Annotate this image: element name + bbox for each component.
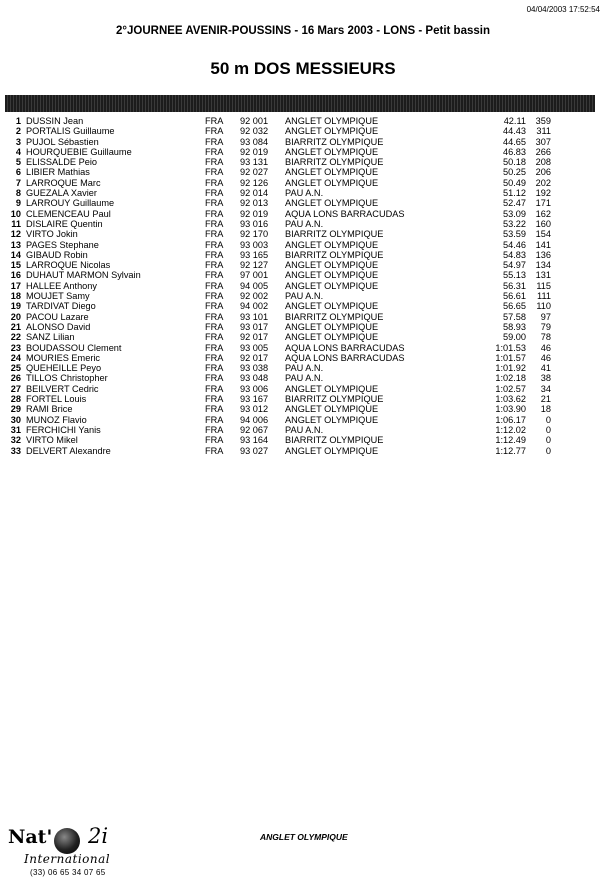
result-name: BEILVERT Cedric <box>26 383 99 394</box>
table-row <box>0 312 606 322</box>
result-name: PUJOL Sébastien <box>26 136 99 147</box>
result-rank: 6 <box>15 167 21 178</box>
result-club: ANGLET OLYMPIQUE <box>285 198 379 209</box>
result-club: ANGLET OLYMPIQUE <box>285 280 379 291</box>
result-time: 55.13 <box>503 270 526 281</box>
result-points: 134 <box>535 260 551 271</box>
result-nationality: FRA <box>205 116 224 126</box>
result-licence: 93 003 <box>240 239 269 250</box>
table-row <box>0 126 606 136</box>
result-name: ELISSALDE Peio <box>26 157 97 168</box>
table-row <box>0 219 606 229</box>
result-time: 56.31 <box>503 280 526 291</box>
result-name: ALONSO David <box>26 321 91 332</box>
result-licence: 92 013 <box>240 198 269 209</box>
result-licence: 93 167 <box>240 394 269 405</box>
result-club: ANGLET OLYMPIQUE <box>285 167 379 178</box>
result-rank: 21 <box>10 321 21 332</box>
result-rank: 29 <box>10 404 21 415</box>
result-name: VIRTO Mikel <box>26 435 78 446</box>
result-time: 1:03.90 <box>495 404 526 415</box>
result-club: PAU A.N. <box>285 424 324 435</box>
logo-subtitle: International <box>24 852 111 866</box>
logo-word-2i: 2i <box>88 824 109 848</box>
result-club: PAU A.N. <box>285 363 324 374</box>
result-points: 307 <box>535 136 551 147</box>
result-time: 46.83 <box>503 146 526 157</box>
result-club: BIARRITZ OLYMPIQUE <box>285 229 384 240</box>
result-licence: 92 032 <box>240 126 269 137</box>
swimmer-ball-icon <box>54 828 80 854</box>
table-row <box>0 270 606 280</box>
result-club: AQUA LONS BARRACUDAS <box>285 208 405 219</box>
result-nationality: FRA <box>205 414 224 425</box>
result-licence: 93 012 <box>240 404 269 415</box>
result-nationality: FRA <box>205 157 224 168</box>
table-row <box>0 446 606 456</box>
result-points: 46 <box>540 342 551 353</box>
table-row <box>0 425 606 435</box>
table-row <box>0 137 606 147</box>
result-name: GIBAUD Robin <box>26 249 88 260</box>
print-timestamp: 04/04/2003 17:52:54 <box>526 5 600 14</box>
result-rank: 30 <box>10 414 21 425</box>
result-licence: 93 165 <box>240 249 269 260</box>
logo-word-nat: Nat' <box>8 826 53 848</box>
result-time: 50.18 <box>503 157 526 168</box>
result-licence: 92 067 <box>240 424 269 435</box>
result-nationality: FRA <box>205 445 224 456</box>
result-licence: 92 014 <box>240 188 269 199</box>
result-points: 18 <box>540 404 551 415</box>
event-title: 50 m DOS MESSIEURS <box>210 59 396 78</box>
result-time: 42.11 <box>503 116 526 126</box>
result-points: 41 <box>540 363 551 374</box>
result-rank: 33 <box>10 445 21 456</box>
result-rank: 2 <box>15 126 21 137</box>
result-name: LIBIER Mathias <box>26 167 90 178</box>
result-name: LARROUY Guillaume <box>26 198 115 209</box>
result-time: 44.43 <box>503 126 526 137</box>
result-licence: 92 002 <box>240 291 269 302</box>
result-licence: 93 048 <box>240 373 269 384</box>
result-rank: 10 <box>10 208 21 219</box>
result-time: 51.12 <box>503 188 526 199</box>
result-nationality: FRA <box>205 280 224 291</box>
result-time: 1:12.77 <box>495 445 526 456</box>
result-rank: 23 <box>10 342 21 353</box>
result-time: 1:01.53 <box>495 342 526 353</box>
result-licence: 93 038 <box>240 363 269 374</box>
result-time: 57.58 <box>503 311 526 322</box>
result-nationality: FRA <box>205 208 224 219</box>
result-nationality: FRA <box>205 239 224 250</box>
result-time: 56.61 <box>503 291 526 302</box>
result-time: 44.65 <box>503 136 526 147</box>
table-row <box>0 188 606 198</box>
table-row <box>0 240 606 250</box>
table-row <box>0 260 606 270</box>
result-nationality: FRA <box>205 424 224 435</box>
result-time: 1:02.57 <box>495 383 526 394</box>
result-time: 1:02.18 <box>495 373 526 384</box>
result-name: VIRTO Jokin <box>26 229 78 240</box>
result-club: BIARRITZ OLYMPIQUE <box>285 435 384 446</box>
result-rank: 24 <box>10 352 21 363</box>
result-club: ANGLET OLYMPIQUE <box>285 177 379 188</box>
result-rank: 3 <box>15 136 21 147</box>
result-name: CLEMENCEAU Paul <box>26 208 111 219</box>
result-name: TILLOS Christopher <box>26 373 108 384</box>
result-licence: 94 005 <box>240 280 269 291</box>
table-row <box>0 435 606 445</box>
result-nationality: FRA <box>205 198 224 209</box>
result-points: 34 <box>540 383 551 394</box>
table-row <box>0 322 606 332</box>
result-club: BIARRITZ OLYMPIQUE <box>285 249 384 260</box>
result-name: DUHAUT MARMON Sylvain <box>26 270 141 281</box>
result-rank: 12 <box>10 229 21 240</box>
result-rank: 5 <box>15 157 21 168</box>
result-nationality: FRA <box>205 342 224 353</box>
result-name: MOUJET Samy <box>26 291 90 302</box>
result-club: PAU A.N. <box>285 188 324 199</box>
result-name: PAGES Stephane <box>26 239 99 250</box>
result-club: ANGLET OLYMPIQUE <box>285 126 379 137</box>
result-rank: 17 <box>10 280 21 291</box>
result-club: ANGLET OLYMPIQUE <box>285 239 379 250</box>
result-licence: 93 084 <box>240 136 269 147</box>
result-points: 131 <box>535 270 551 281</box>
result-nationality: FRA <box>205 332 224 343</box>
table-row <box>0 209 606 219</box>
results-table <box>0 116 606 456</box>
result-time: 54.46 <box>503 239 526 250</box>
result-time: 50.49 <box>503 177 526 188</box>
result-club: ANGLET OLYMPIQUE <box>285 260 379 271</box>
result-nationality: FRA <box>205 260 224 271</box>
result-rank: 7 <box>15 177 21 188</box>
result-points: 160 <box>535 218 551 229</box>
result-club: AQUA LONS BARRACUDAS <box>285 352 405 363</box>
result-points: 46 <box>540 352 551 363</box>
result-licence: 93 131 <box>240 157 269 168</box>
result-nationality: FRA <box>205 177 224 188</box>
result-rank: 14 <box>10 249 21 260</box>
result-club: AQUA LONS BARRACUDAS <box>285 342 405 353</box>
result-points: 79 <box>540 321 551 332</box>
result-nationality: FRA <box>205 311 224 322</box>
result-points: 21 <box>540 394 551 405</box>
result-time: 56.65 <box>503 301 526 312</box>
meet-title: 2°JOURNEE AVENIR-POUSSINS - 16 Mars 2003 - LONS - Petit bassin <box>116 25 490 37</box>
result-name: QUEHEILLE Peyo <box>26 363 102 374</box>
result-name: HALLEE Anthony <box>26 280 97 291</box>
result-club: ANGLET OLYMPIQUE <box>285 414 379 425</box>
result-points: 208 <box>535 157 551 168</box>
result-name: RAMI Brice <box>26 404 73 415</box>
result-club: BIARRITZ OLYMPIQUE <box>285 311 384 322</box>
result-name: DUSSIN Jean <box>26 116 84 126</box>
result-licence: 92 017 <box>240 352 269 363</box>
result-rank: 19 <box>10 301 21 312</box>
result-nationality: FRA <box>205 146 224 157</box>
result-nationality: FRA <box>205 301 224 312</box>
result-name: TARDIVAT Diego <box>26 301 96 312</box>
result-nationality: FRA <box>205 373 224 384</box>
result-licence: 92 019 <box>240 208 269 219</box>
result-time: 58.93 <box>503 321 526 332</box>
result-points: 311 <box>536 126 551 137</box>
result-nationality: FRA <box>205 167 224 178</box>
result-nationality: FRA <box>205 249 224 260</box>
result-licence: 93 005 <box>240 342 269 353</box>
result-nationality: FRA <box>205 394 224 405</box>
table-row <box>0 394 606 404</box>
result-points: 110 <box>536 301 551 312</box>
result-time: 54.83 <box>503 249 526 260</box>
result-time: 1:03.62 <box>495 394 526 405</box>
result-name: MUNOZ Flavio <box>26 414 87 425</box>
nat2i-logo <box>8 822 130 882</box>
table-row <box>0 363 606 373</box>
result-nationality: FRA <box>205 188 224 199</box>
result-rank: 22 <box>10 332 21 343</box>
result-rank: 27 <box>10 383 21 394</box>
result-points: 0 <box>545 414 551 425</box>
result-time: 1:12.49 <box>495 435 526 446</box>
result-rank: 8 <box>15 188 21 199</box>
result-name: FERCHICHI Yanis <box>26 424 101 435</box>
result-name: SANZ Lilian <box>26 332 75 343</box>
result-rank: 28 <box>10 394 21 405</box>
result-points: 154 <box>535 229 551 240</box>
table-row <box>0 332 606 342</box>
result-rank: 9 <box>15 198 21 209</box>
table-header-band <box>5 95 595 112</box>
result-club: ANGLET OLYMPIQUE <box>285 116 379 126</box>
result-licence: 93 027 <box>240 445 269 456</box>
result-nationality: FRA <box>205 321 224 332</box>
result-time: 1:01.92 <box>495 363 526 374</box>
result-licence: 94 006 <box>240 414 269 425</box>
result-points: 136 <box>535 249 551 260</box>
result-name: MOURIES Emeric <box>26 352 101 363</box>
result-rank: 18 <box>10 291 21 302</box>
result-points: 202 <box>535 177 551 188</box>
result-nationality: FRA <box>205 218 224 229</box>
result-name: FORTEL Louis <box>26 394 87 405</box>
result-time: 54.97 <box>503 260 526 271</box>
result-nationality: FRA <box>205 126 224 137</box>
table-row <box>0 353 606 363</box>
result-points: 162 <box>535 208 551 219</box>
result-licence: 93 016 <box>240 218 269 229</box>
result-name: PORTALIS Guillaume <box>26 126 115 137</box>
result-licence: 92 126 <box>240 177 269 188</box>
table-row <box>0 167 606 177</box>
result-nationality: FRA <box>205 404 224 415</box>
result-rank: 26 <box>10 373 21 384</box>
result-points: 97 <box>540 311 551 322</box>
result-club: BIARRITZ OLYMPIQUE <box>285 136 384 147</box>
table-row <box>0 343 606 353</box>
result-licence: 93 017 <box>240 321 269 332</box>
result-rank: 32 <box>10 435 21 446</box>
result-nationality: FRA <box>205 136 224 147</box>
result-nationality: FRA <box>205 363 224 374</box>
result-nationality: FRA <box>205 383 224 394</box>
result-club: ANGLET OLYMPIQUE <box>285 404 379 415</box>
result-name: LARROQUE Marc <box>26 177 101 188</box>
result-nationality: FRA <box>205 352 224 363</box>
table-row <box>0 301 606 311</box>
table-row <box>0 157 606 167</box>
result-points: 206 <box>535 167 551 178</box>
result-rank: 13 <box>10 239 21 250</box>
result-name: GUEZALA Xavier <box>26 188 97 199</box>
result-points: 111 <box>537 291 551 302</box>
table-row <box>0 178 606 188</box>
table-row <box>0 291 606 301</box>
result-time: 1:06.17 <box>495 414 526 425</box>
result-points: 0 <box>545 445 551 456</box>
table-row <box>0 415 606 425</box>
result-licence: 92 170 <box>240 229 269 240</box>
result-club: ANGLET OLYMPIQUE <box>285 321 379 332</box>
result-name: PACOU Lazare <box>26 311 89 322</box>
result-time: 52.47 <box>503 198 526 209</box>
table-row <box>0 250 606 260</box>
result-points: 0 <box>545 435 551 446</box>
table-row <box>0 198 606 208</box>
result-club: ANGLET OLYMPIQUE <box>285 301 379 312</box>
table-row <box>0 384 606 394</box>
result-rank: 15 <box>10 260 21 271</box>
result-points: 141 <box>535 239 551 250</box>
result-name: DELVERT Alexandre <box>26 445 111 456</box>
table-row <box>0 281 606 291</box>
result-time: 50.25 <box>503 167 526 178</box>
result-time: 1:01.57 <box>495 352 526 363</box>
result-licence: 93 164 <box>240 435 269 446</box>
result-nationality: FRA <box>205 229 224 240</box>
result-club: PAU A.N. <box>285 291 324 302</box>
result-nationality: FRA <box>205 435 224 446</box>
result-name: BOUDASSOU Clement <box>26 342 122 353</box>
result-time: 53.22 <box>503 218 526 229</box>
result-nationality: FRA <box>205 291 224 302</box>
result-nationality: FRA <box>205 270 224 281</box>
result-licence: 93 006 <box>240 383 269 394</box>
result-club: ANGLET OLYMPIQUE <box>285 332 379 343</box>
result-club: ANGLET OLYMPIQUE <box>285 383 379 394</box>
result-licence: 94 002 <box>240 301 269 312</box>
result-time: 53.59 <box>503 229 526 240</box>
table-row <box>0 229 606 239</box>
result-points: 0 <box>545 424 551 435</box>
result-rank: 16 <box>10 270 21 281</box>
result-rank: 20 <box>10 311 21 322</box>
result-points: 38 <box>540 373 551 384</box>
result-licence: 92 001 <box>240 116 269 126</box>
result-time: 53.09 <box>503 208 526 219</box>
result-points: 192 <box>535 188 551 199</box>
result-club: ANGLET OLYMPIQUE <box>285 445 379 456</box>
footer-club-name: ANGLET OLYMPIQUE <box>260 832 348 842</box>
table-row <box>0 116 606 126</box>
logo-phone: (33) 06 65 34 07 65 <box>30 868 106 877</box>
result-licence: 92 017 <box>240 332 269 343</box>
result-licence: 92 127 <box>240 260 269 271</box>
result-name: DISLAIRE Quentin <box>26 218 103 229</box>
result-licence: 92 027 <box>240 167 269 178</box>
result-club: BIARRITZ OLYMPIQUE <box>285 394 384 405</box>
result-points: 266 <box>535 146 551 157</box>
result-club: ANGLET OLYMPIQUE <box>285 146 379 157</box>
result-rank: 11 <box>11 218 21 229</box>
result-club: ANGLET OLYMPIQUE <box>285 270 379 281</box>
table-row <box>0 373 606 383</box>
result-points: 115 <box>536 280 551 291</box>
result-rank: 1 <box>15 116 21 126</box>
result-licence: 93 101 <box>240 311 269 322</box>
result-name: HOURQUEBIE Guillaume <box>26 146 132 157</box>
result-rank: 4 <box>15 146 21 157</box>
table-row <box>0 404 606 414</box>
result-points: 171 <box>535 198 551 209</box>
result-points: 359 <box>535 116 551 126</box>
result-time: 59.00 <box>503 332 526 343</box>
result-name: LARROQUE Nicolas <box>26 260 111 271</box>
result-points: 78 <box>540 332 551 343</box>
result-licence: 92 019 <box>240 146 269 157</box>
result-club: PAU A.N. <box>285 373 324 384</box>
result-rank: 31 <box>10 424 21 435</box>
result-licence: 97 001 <box>240 270 269 281</box>
result-time: 1:12.02 <box>495 424 526 435</box>
result-club: BIARRITZ OLYMPIQUE <box>285 157 384 168</box>
result-club: PAU A.N. <box>285 218 324 229</box>
table-row <box>0 147 606 157</box>
result-rank: 25 <box>10 363 21 374</box>
